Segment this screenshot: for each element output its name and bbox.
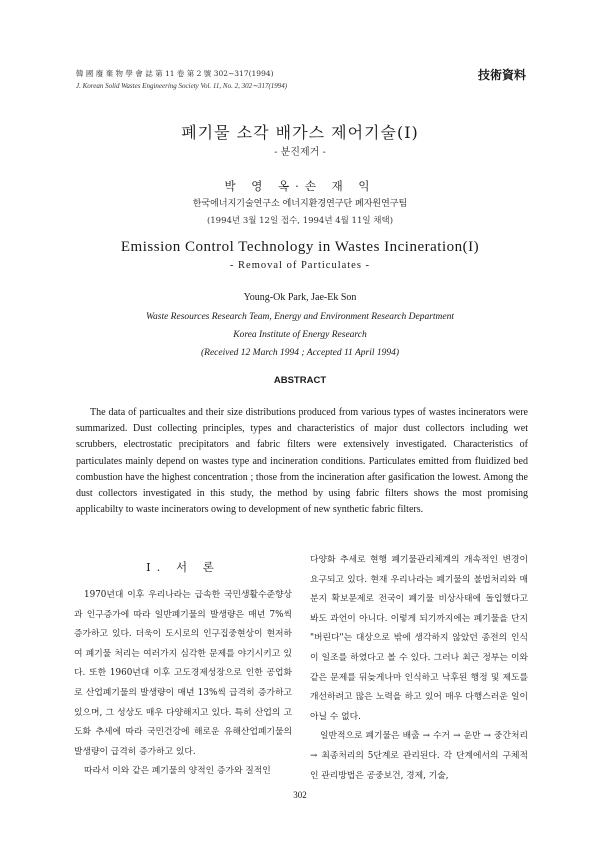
korean-affiliation: 한국에너지기술연구소 에너지환경연구단 폐자원연구팀 bbox=[192, 199, 408, 209]
received-dates: (Received 12 March 1994 ; Accepted 11 April 1994) bbox=[200, 348, 400, 358]
journal-name-korean: 韓 國 廢 棄 物 學 會 誌 第 11 卷 第 2 號 302∼317(1994) bbox=[76, 69, 274, 78]
korean-subtitle: - 분진제거 - bbox=[274, 147, 326, 158]
english-affiliation-institute: Korea Institute of Energy Research bbox=[233, 330, 367, 340]
korean-authors: 박 영 옥·손 재 익 bbox=[224, 179, 376, 193]
section-heading-introduction: Ⅰ. 서 론 bbox=[146, 560, 220, 574]
english-affiliation-team: Waste Resources Research Team, Energy and Environment Research Department bbox=[145, 312, 455, 322]
korean-dates: (1994년 3월 12일 접수, 1994년 4월 11일 채택) bbox=[206, 216, 394, 226]
journal-header bbox=[76, 68, 287, 92]
body-paragraph: 1970년대 이후 우리나라는 급속한 국민생활수준향상과 인구증가에 따라 일반폐기물의 발생량은 매년 7%씩 증가하고 있다. 더욱이 도시로의 인구집중현상이 현저하여 폐기물 처리는 여러가지 심각한 문제를 야기시키고 있다. 또한 1960년대 이후 고도경제성장으로 인한 공업화로 산업폐기물의 발생량이 매년 13%씩 급격히 증가하고 있으며, 그 성상도 매우 다양해지고 있다. 특히 산업의 고도화 추세에 따라 국민건강에 해로운 유해산업폐기물의 발생량이 급격히 증가하고 있다. bbox=[74, 590, 292, 757]
abstract-text: The data of particualtes and their size distributions produced from various types of wastes incinerators were summarized. Dust collecting principles, types and characteristics of major dust collectors including wet scrubbers, electrostatic precipitators and fabric filters were extensively investigated. Characteristics of particulates mainly depend on wastes type and incineration conditions. Particulates emitted from fluidized bed combustion have the highest concentration ; those from the incineration after gasification the lowest. Among the dust collectors investigated in this study, the method by using fabric filters shows the most promising applicabilty to waste incinerators owing to development of new synthetic fabric filters. bbox=[76, 407, 528, 516]
english-title: Emission Control Technology in Wastes Incineration(I) bbox=[120, 239, 480, 255]
english-authors: Young-Ok Park, Jae-Ek Son bbox=[243, 292, 357, 303]
journal-name-english: J. Korean Solid Wastes Engineering Society Vol. 11, No. 2, 302∼317(1994) bbox=[76, 82, 288, 90]
body-paragraph: 따라서 이와 같은 폐기물의 양적인 증가와 질적인 bbox=[84, 766, 271, 777]
body-column-left bbox=[74, 556, 292, 782]
body-paragraph: 다양화 추세로 현행 폐기물관리체계의 개속적인 변경이 요구되고 있다. 현재 우리나라는 폐기물의 불법처리와 매분지 확보문제로 전국이 폐기물 비상사태에 돌입했다고 봐도 과언이 아니다. 이렇게 되기까지에는 폐기물을 단지 "버린다"는 대상으로 밖에 생각하지 않았던 종전의 인식이 일조를 하였다고 볼 수 있다. 그러나 최근 정부는 이와같은 문제를 뒤늦게나마 인식하고 낙후된 행정 및 제도를 개선하려고 많은 노력을 하고 있어 매우 다행스러운 일이 아닐 수 없다. bbox=[310, 555, 528, 722]
abstract-heading: ABSTRACT bbox=[273, 375, 327, 386]
section-label: 技術資料 bbox=[477, 68, 526, 82]
english-subtitle: - Removal of Particulates - bbox=[229, 260, 371, 271]
page-number: 302 bbox=[293, 790, 307, 800]
body-paragraph: 일반적으로 폐기물은 배출 → 수거 → 운반 → 중간처리 → 최종처리의 5단계로 관리된다. 각 단계에서의 구체적인 관리방법은 공중보건, 경제, 기술, bbox=[310, 731, 528, 781]
body-column-right bbox=[310, 551, 528, 786]
korean-title: 폐기물 소각 배가스 제어기술(I) bbox=[181, 123, 419, 142]
